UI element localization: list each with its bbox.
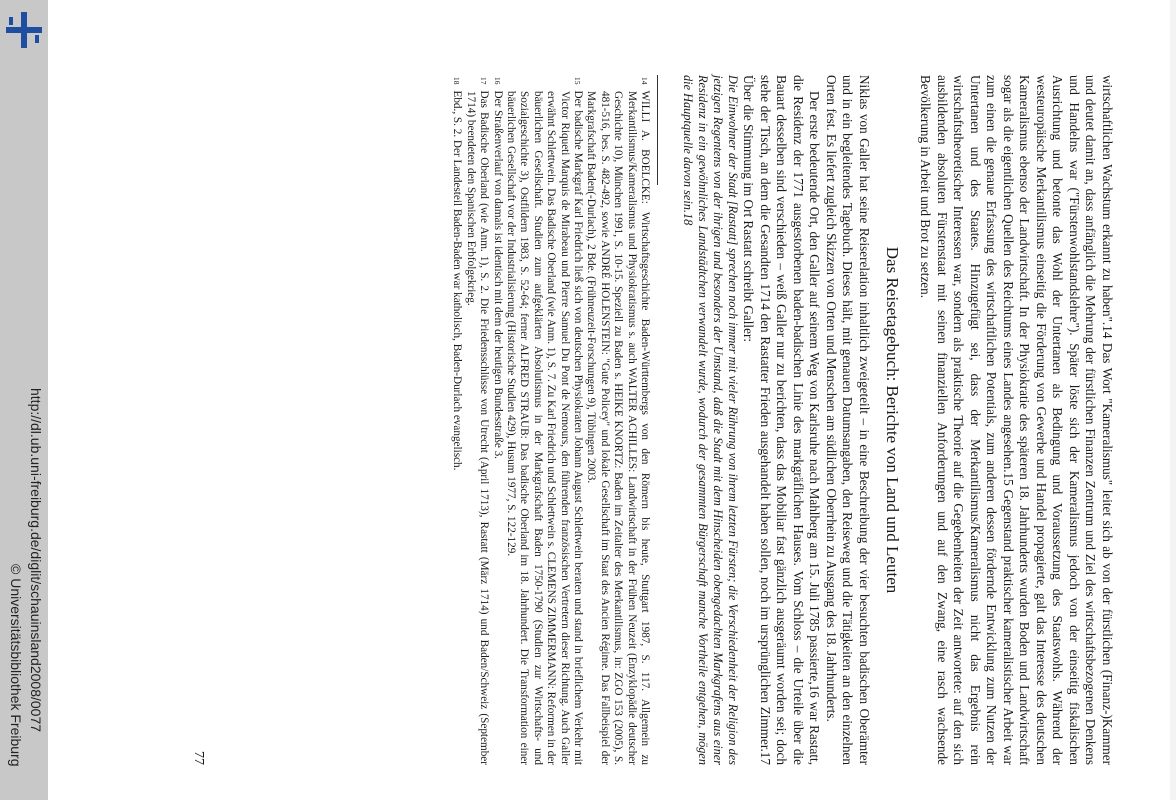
footnote-number: 16 bbox=[492, 77, 502, 85]
intro-paragraph: wirtschaftlichen Wachstum erkannt zu haben".14 Das Wort "Kameralismus" leitet sich ab von der fürstlichen (Finanz-)Kammer und deutet damit an, dass anfänglich die Mehrung der fürstlichen Finanzen Zentrum und Ziel des wirtschaftsbezogenen Denkens und Handelns war ("Fürstenwohlstandslehre"). Später löste sich der Kameralismus jedoch von der einseitig fiskalischen Ausrichtung und betonte das Wohl der Untertanen als Bedingung und Voraussetzung des Staatswohls. Während der westeuropäische Merkantilismus einseitig die Förderung von Gewerbe und Handel propagierte, galt das Interesse des deutschen Kameralismus ebenso der Landwirtschaft. In der Physiokratie des späteren 18. Jahrhunderts wurden Boden und Landwirtschaft sogar als die eigentlichen Quellen des Reichtums eines Landes angesehen.15 Gegenstand praktischer kameralistischer Arbeit war zum einen die genaue Erfassung des wirtschaftlichen Potentials, zum anderen dessen fördernde Entwicklung zum Nutzen der Untertanen und des Staates. Hinzugefügt sei, dass der Merkantilismus/Kameralismus nicht das Ergebnis rein wirtschaftstheoretischer Interessen war, sondern als praktische Theorie auf die Gegebenheiten der Zeit antwortete: auf den sich ausbildenden absoluten Fürstenstaat mit seinen finanziellen Anforderungen und auf den Zwang, eine rasch wachsende Bevölkerung in Arbeit und Brot zu setzen. bbox=[918, 75, 1115, 765]
footnote-number: 14 bbox=[640, 77, 649, 85]
footnote bbox=[504, 75, 584, 765]
ub-freiburg-logo-icon bbox=[4, 10, 44, 50]
footnote-text: Ebd., S. 2. Der Landesteil Baden-Baden war katholisch, Baden-Durlach evangelisch. bbox=[451, 90, 464, 471]
footnote-divider bbox=[657, 75, 658, 185]
footnote bbox=[490, 75, 503, 765]
footnote-number: 18 bbox=[452, 77, 462, 85]
footnote-text: WILLI A. BOELCKE: Wirtschaftsgeschichte Baden-Württembergs von den Römern bis heute, Stuttgart 1987, S. 117. Allgemein zu Merkantilismus/Kameralismus und Physiokratismus s. auch WALTER ACHILLES: Landwirtschaft in der Frühen Neuzeit (Enzyklopädie deutscher Geschichte 10), München 1991, S. 10-15. Speziell zu Baden s. HEIKE KNORTZ: Baden im Zeitalter des Merkantilismus, in: ZGO 153 (2005), S. 481-516, bes. S. 482-492, sowie ANDRÉ HOLENSTEIN: "Gute Policey" und lokale Gesellschaft im Staat des Ancien Régime. Das Fallbeispiel der Markgrafschaft Baden(-Durlach), 2 Bde. (Frühneuzeit-Forschungen 9), Tübingen 2003. bbox=[585, 90, 651, 765]
footnote-number: 15 bbox=[572, 77, 582, 85]
copyright-notice: © Universitätsbibliothek Freiburg bbox=[8, 564, 24, 767]
footnote bbox=[463, 75, 490, 765]
page-number: 77 bbox=[191, 751, 207, 765]
footnote bbox=[450, 75, 463, 765]
footnote bbox=[584, 75, 651, 765]
footnote-text: Das Badische Oberland (wie Anm. 1), S. 2. Die Friedensschlüsse von Utrecht (April 1713), Rastatt (März 1714) und Baden/Schweiz (September 1714) beendeten den Spanischen Erbfolgekrieg. bbox=[464, 90, 491, 765]
footnote-text: Der Straßenverlauf von damals ist identisch mit dem der heutigen Bundesstraße 3. bbox=[491, 90, 504, 459]
block-quote: Die Einwohner der Stadt [Rastatt] sprechen noch immer mit vieler Rührung von ihrem letzten Fürsten; die Verschiedenheit der Religion des jetzigen Regentens von der ihrigen und besonders der Umstand, daß die Stadt mit dem Hinscheiden obengedachten Markgrafens aus einer Residenz in ein gewöhnliches Landstädtchen verwandelt wurde, wodurch der gesammten Bürgerschaft manche Vortheile entgehen, mögen die Hauptquelle davon sein.18 bbox=[681, 75, 740, 765]
right-edge-strip bbox=[1170, 0, 1176, 800]
footnote-text: Der badische Markgraf Karl Friedrich ließ sich von deutschen Physiokraten Johann August Schlettwein beraten und stand in brieflichem Verkehr mit Victor Riqueti Marquis de Mirabeau und Pierre Samuel Du Pont de Nemours, den führenden französischen Vertretern dieser Richtung. Auch Galler erwähnt Schlettwein. Das Badische Oberland (wie Anm. 1), S. 7. Zu Karl Friedrich und Schlettwein s. CLEMENS ZIMMERMANN: Reformen in der bäuerlichen Gesellschaft. Studien zum aufgeklärten Absolutismus in der Markgrafschaft Baden 1750-1790 (Studien zur Wirtschafts- und Sozialgeschichte 3), Ostfildern 1983, S. 52-64; ferner ALFRED STRAUB: Das badische Oberland im 18. Jahrhundert. Die Transformation einer bäuerlichen Gesellschaft vor der Industrialisierung (Historische Studien 429), Husum 1977, S. 122-129. bbox=[504, 90, 584, 765]
section-title: Das Reisetagebuch: Berichte von Land und Leuten bbox=[883, 246, 902, 594]
paragraph-2: Der erste bedeutende Ort, den Galler auf seinem Weg von Karlsruhe nach Mahlberg am 15. Juli 1785 passierte,16 war Rastatt, die Residenz der 1771 ausgestorbenen baden-badischen Linie des markgräflichen Hauses. Vom Schloss – die Urteile über die Bauart desselben sind verschieden – weiß Galler nur zu berichten, dass das Mobiliar fast gänzlich ausgeräumt worden sei; doch stehe der Tisch, an dem die Gesandten 1714 den Rastatter Frieden ausgehandelt haben sollen, noch im ursprünglichen Zimmer.17 Über die Stimmung im Ort Rastatt schreibt Galler: bbox=[741, 75, 823, 765]
footnote-number: 17 bbox=[479, 77, 489, 85]
rotated-document-page bbox=[155, 75, 1115, 765]
paragraph-1: Niklas von Galler hat seine Reiserelation inhaltlich zweigeteilt – in eine Beschreibung der vier besuchten badischen Oberämter und in ein begleitendes Tagebuch. Dieses hält, mit genauen Datumsangaben, den Reiseweg und die Tätigkeiten an den einzelnen Orten fest. Es liefert zugleich Skizzen von Orten und Menschen am südlichen Oberrhein zu Ausgang des 18. Jahrhunderts. bbox=[824, 75, 872, 765]
source-url[interactable]: http://dl.ub.uni-freiburg.de/diglit/schauinsland2008/0077 bbox=[28, 388, 44, 733]
